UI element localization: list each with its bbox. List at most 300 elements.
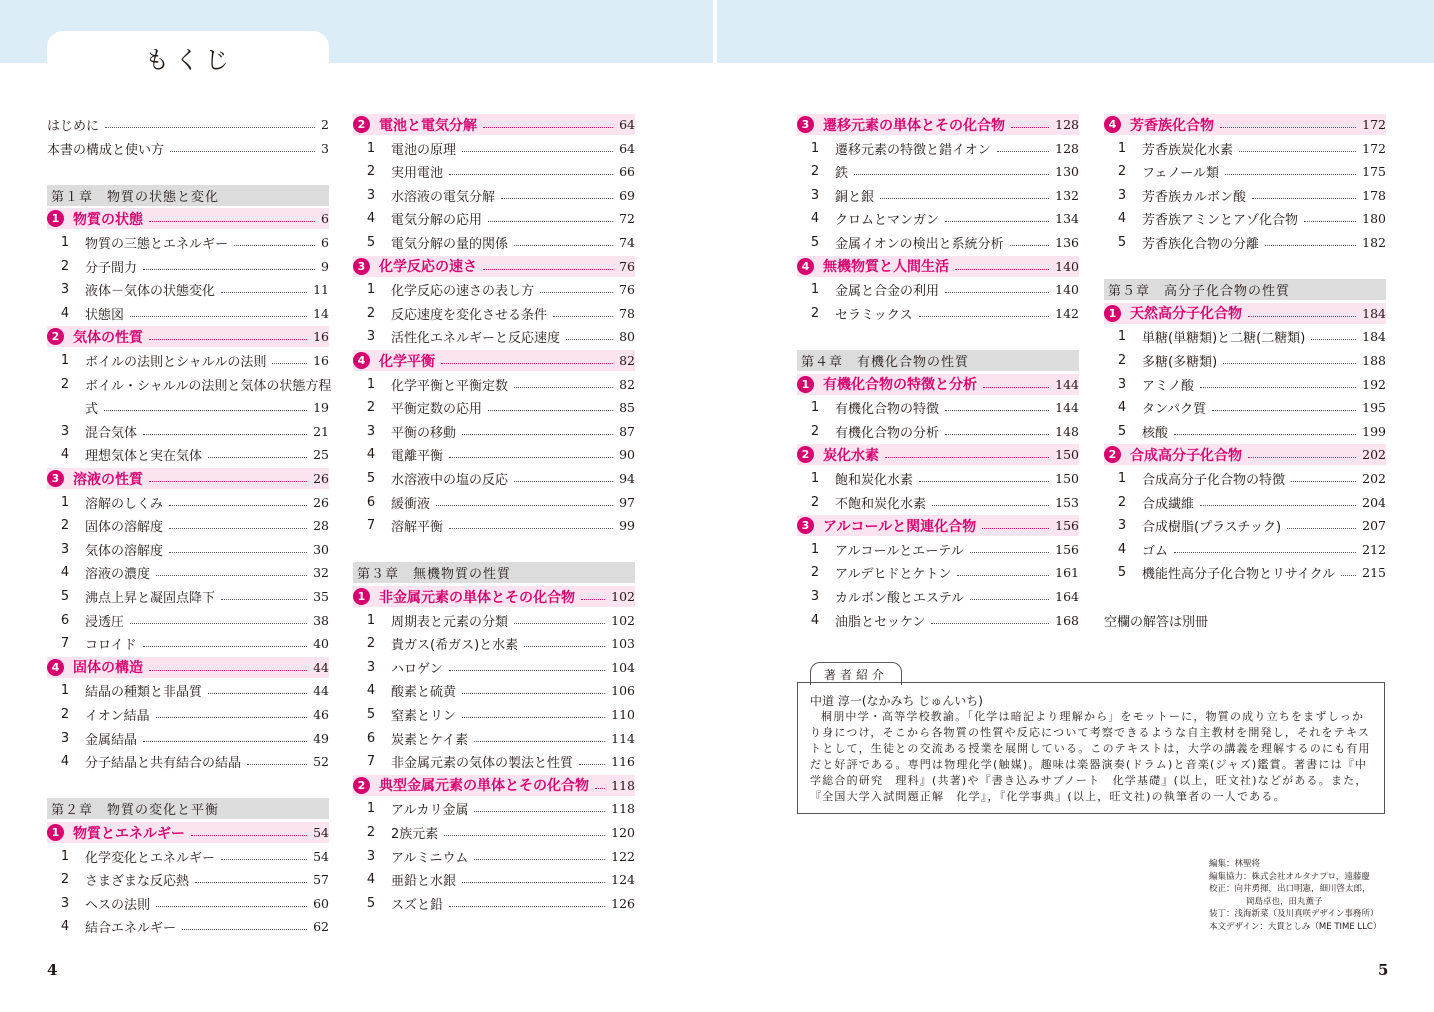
entry-number: 1 [1117,329,1127,345]
entry-number: 4 [60,447,70,463]
leader-dots [169,552,307,553]
leader-dots [501,198,613,199]
entry-number: 1 [810,140,820,156]
entry-number: 7 [60,636,70,652]
entry-title: 平衡の移動 [391,425,457,441]
entry-title: 不飽和炭化水素 [835,496,927,512]
entry-number: 4 [60,305,70,321]
entry-title: 化学反応の速さの表し方 [391,284,535,300]
leader-dots [474,859,605,860]
entry-title: ボイルの法則とシャルルの法則 [85,355,267,370]
page-ref: 44 [313,683,329,699]
toc-section [47,208,329,229]
toc-section [797,114,1079,135]
entry-number: 5 [810,235,820,250]
chapter-title: 第１章 物質の状態と変化 [51,189,220,205]
toc-entry [1104,185,1386,206]
entry-number: 3 [60,541,70,557]
entry-number: 1 [366,376,376,392]
page-ref: 161 [1055,565,1079,581]
leader-dots [997,151,1050,152]
toc-entry [797,185,1079,206]
leader-dots [449,457,613,458]
leader-dots [441,363,613,364]
page-ref: 103 [611,636,635,652]
page-ref: 72 [619,211,635,227]
toc-entry [1104,539,1386,560]
leader-dots [566,339,613,340]
entry-title: 実用電池 [391,166,444,182]
leader-dots [143,269,315,270]
toc-entry [353,822,635,843]
page-ref: 110 [611,707,635,722]
credit-line: 本文デザイン：大貫としみ（ME TIME LLC） [1209,921,1382,932]
entry-number: 4 [366,872,376,888]
section-title: 遷移元素の単体とその化合物 [823,117,1005,134]
leader-dots [1225,174,1356,175]
section-number-badge: 4 [47,659,64,676]
leader-dots [462,882,605,883]
entry-number: 2 [366,825,376,840]
leader-dots [462,434,613,435]
leader-dots [1212,410,1356,411]
page-ref: 106 [611,683,635,699]
entry-number: 6 [366,730,376,746]
leader-dots [208,457,307,458]
entry-title: 混合気体 [85,425,138,441]
toc-entry-continued [47,397,329,418]
leader-dots [444,835,605,836]
page-ref: 215 [1362,565,1386,581]
entry-title: 浸透圧 [85,614,125,630]
leader-dots [982,528,1049,529]
toc-entry [353,303,635,324]
page-ref: 3 [321,140,329,156]
toc-entry [353,374,635,395]
entry-number: 2 [60,872,70,888]
leader-dots [149,670,307,671]
leader-dots [221,292,307,293]
entry-title: 芳香族アミンとアゾ化合物 [1142,213,1299,229]
page-ref: 202 [1362,447,1386,463]
toc-entry [353,468,635,489]
toc-entry [47,303,329,324]
toc-entry [797,468,1079,489]
page-ref: 144 [1055,400,1079,416]
page-ref: 52 [313,754,329,770]
toc-front-entry [47,138,329,159]
page-ref: 26 [313,471,329,486]
toc-entry [797,586,1079,607]
toc-section [47,468,329,489]
leader-dots [143,646,307,647]
leader-dots [957,575,1049,576]
entry-title: 非金属元素の気体の製法と性質 [391,756,574,772]
entry-number: 3 [1117,518,1127,534]
toc-entry [1104,232,1386,253]
toc-section [353,586,635,607]
leader-dots [272,363,307,364]
leader-dots [105,127,315,128]
leader-dots [221,859,307,860]
entry-number: 1 [366,282,376,298]
leader-dots [919,481,1049,482]
toc-section [47,657,329,678]
entry-number: 5 [366,895,376,911]
section-number-badge: 1 [47,210,64,227]
toc-entry [47,846,329,867]
entry-title: 油脂とセッケン [835,614,926,630]
toc-entry [47,916,329,937]
entry-title: 電気分解の応用 [391,213,483,229]
page-ref: 97 [619,494,635,510]
leader-dots [449,670,605,671]
toc-entry [797,303,1079,324]
entry-number: 7 [366,518,376,534]
leader-dots [449,906,605,907]
entry-number: 3 [366,848,376,864]
leader-dots [983,387,1049,388]
toc-entry [1104,562,1386,583]
page-ref: 195 [1362,400,1386,416]
section-title: 物質の状態 [73,211,143,228]
leader-dots [156,575,307,576]
toc-entry [47,256,329,277]
entry-number: 5 [366,471,376,486]
section-number-badge: 1 [1104,305,1121,322]
page-ref: 102 [611,589,635,604]
entry-number: 5 [1117,235,1127,250]
entry-number: 4 [810,612,820,628]
section-number-badge: 4 [353,352,370,369]
toc-entry [1104,138,1386,159]
credits-block [1209,858,1381,933]
page-ref: 207 [1362,518,1386,534]
toc-entry [1104,515,1386,536]
entry-number: 3 [60,730,70,746]
entry-number: 3 [1117,187,1127,203]
entry-title: スズと鉛 [391,897,444,913]
entry-number: 4 [366,683,376,699]
page-ref: 168 [1055,612,1079,628]
leader-dots [1265,245,1356,246]
leader-dots [854,174,1049,175]
page-ref: 156 [1055,541,1079,557]
toc-section [353,114,635,135]
leader-dots [474,811,605,812]
page-ref: 118 [611,801,635,817]
entry-number: 2 [366,164,376,180]
page-ref: 148 [1055,423,1079,439]
entry-title: アルミニウム [391,850,469,866]
entry-title: 周期表と元素の分類 [391,614,509,630]
leader-dots [514,387,613,388]
entry-number: 2 [60,707,70,722]
page-ref: 82 [619,353,635,368]
leader-dots [514,245,613,246]
entry-number: 1 [366,140,376,156]
section-title: アルコールと関連化合物 [823,518,977,535]
entry-title: さまざまな反応熱 [85,874,190,890]
page-ref: 6 [321,235,329,250]
toc-entry [47,515,329,536]
leader-dots [514,623,605,624]
page-ref: 150 [1055,471,1079,486]
section-title: 化学平衡 [379,353,435,370]
toc-entry [47,586,329,607]
toc-entry [47,492,329,513]
entry-number: 5 [1117,423,1127,439]
page-ref: 126 [611,895,635,911]
toc-section [1104,444,1386,465]
page-ref: 16 [313,329,329,345]
entry-title: 気体の溶解度 [85,543,164,559]
entry-number: 2 [60,258,70,274]
toc-entry [797,421,1079,442]
page-ref: 54 [313,825,329,840]
page-ref: 35 [313,589,329,604]
toc-entry [47,421,329,442]
entry-title: 式 [85,402,99,418]
leader-dots [182,929,307,930]
toc-entry [353,798,635,819]
toc-entry [47,680,329,701]
author-bio: 桐朋中学・高等学校教諭。「化学は暗記より理解から」をモットーに，物質の成り立ちをまずしっかり身につけ，そこから各物質の性質や反応について考察できるような自主教材を開発し，それをテキストとして，生徒との交流ある授業を展開している。このテキストは，大学の講義を理解するのにも有用だと好評である。専門は物理化学(触媒)。趣味は楽器演奏(ドラム)と音楽(ジャズ)鑑賞。著書には『中学総合的研究 理科』(共著)や『書き込みサブノート 化学基礎』(以上，旺文社)などがある。また，『全国大学入試問題正解 化学』，『化学事典』(以上，旺文社)の執筆者の一人である。 [810,710,1371,803]
author-name: 中道 淳一(なかみち じゅんいち) [810,694,983,708]
header-band-right [717,0,1434,63]
toc-entry [47,374,332,395]
page-ref: 40 [313,636,329,652]
entry-title: 物質の三態とエネルギー [85,237,229,252]
page-ref: 184 [1362,329,1386,345]
leader-dots [483,127,613,128]
entry-title: 芳香族炭化水素 [1142,142,1234,158]
page-ref: 21 [313,423,329,439]
leader-dots [488,221,613,222]
toc-entry [1104,161,1386,182]
entry-title: カルボン酸とエステル [835,591,965,606]
section-number-badge: 3 [797,517,814,534]
leader-dots [149,339,307,340]
page-ref: 60 [313,895,329,911]
section-number-badge: 3 [353,258,370,275]
entry-number: 2 [60,376,70,392]
leader-dots [1223,363,1356,364]
page-ref: 184 [1362,305,1386,321]
page-ref: 136 [1055,235,1079,250]
toc-entry [353,869,635,890]
author-profile-box [797,682,1385,814]
entry-number: 2 [1117,494,1127,510]
entry-title: 化学平衡と平衡定数 [391,378,509,394]
page-ref: 102 [611,612,635,628]
page-ref: 122 [611,848,635,864]
leader-dots [885,457,1049,458]
entry-number: 5 [1117,565,1127,581]
page-ref: 204 [1362,494,1386,510]
entry-title: 合成繊維 [1142,496,1195,512]
entry-number: 3 [366,423,376,439]
leader-dots [449,528,613,529]
page-ref: 192 [1362,376,1386,392]
section-number-badge: 2 [47,328,64,345]
entry-number: 4 [1117,211,1127,227]
entry-title: 単糖(単糖類)と二糖(二糖類) [1142,331,1306,347]
entry-number: 1 [810,541,820,557]
section-title: 溶液の性質 [73,471,143,488]
page-ref: 90 [619,447,635,463]
toc-entry [353,728,635,749]
toc-entry [797,138,1079,159]
toc-entry [353,279,635,300]
entry-title: 2族元素 [391,827,439,842]
leader-dots [1174,434,1356,435]
leader-dots [436,505,613,506]
toc-entry [47,751,329,772]
toc-entry [47,350,329,371]
entry-number: 3 [60,423,70,439]
leader-dots [191,835,307,836]
leader-dots [156,906,307,907]
page-ref: 164 [1055,589,1079,604]
leader-dots [1287,528,1356,529]
toc-entry [797,610,1079,631]
entry-number: 2 [366,400,376,416]
page-ref: 78 [619,305,635,321]
leader-dots [143,434,307,435]
leader-dots [474,741,605,742]
entry-title: 炭素とケイ素 [391,732,469,748]
page-ref: 128 [1055,140,1079,156]
leader-dots [955,269,1049,270]
toc-entry [47,610,329,631]
leader-dots [1252,198,1356,199]
page-ref: 130 [1055,164,1079,180]
toc-entry [353,232,635,253]
entry-number: 2 [810,164,820,180]
entry-number: 3 [60,282,70,298]
page-ref: 116 [611,754,635,770]
chapter-title: 第２章 物質の変化と平衡 [51,803,220,819]
entry-title: 鉄 [835,166,849,182]
entry-title: 結合エネルギー [85,921,177,937]
leader-dots [234,245,315,246]
entry-number: 1 [810,282,820,298]
leader-dots [553,316,613,317]
page-ref: 134 [1055,211,1079,227]
page-ref: 9 [321,258,329,274]
entry-number: 1 [366,612,376,628]
credit-line: 装丁：浅海新菜（及川真咲デザイン事務所） [1209,909,1379,919]
toc-entry [1104,350,1386,371]
toc-entry [797,562,1079,583]
entry-title: 芳香族カルボン酸 [1142,189,1247,205]
page-ref: 54 [313,848,329,864]
toc-entry [797,397,1079,418]
entry-title: 遷移元素の特徴と錯イオン [835,142,991,158]
page-ref: 140 [1055,282,1079,298]
toc-entry [353,515,635,536]
page-ref: 25 [313,447,329,463]
toc-entry [353,680,635,701]
page-ref: 144 [1055,376,1079,392]
leader-dots [130,316,307,317]
toc-entry [353,185,635,206]
entry-number: 2 [60,518,70,534]
entry-title: 沸点上昇と凝固点降下 [85,591,216,606]
toc-entry [47,279,329,300]
leader-dots [169,505,307,506]
toc-section [47,822,329,843]
page-ref: 153 [1055,494,1079,510]
section-title: 芳香族化合物 [1130,117,1214,134]
entry-title: 合成樹脂(プラスチック) [1142,520,1282,536]
toc-section [797,374,1079,395]
entry-title: 芳香族化合物の分離 [1142,237,1260,252]
leader-dots [1220,127,1356,128]
section-number-badge: 3 [47,470,64,487]
leader-dots [931,623,1049,624]
entry-title: 固体の溶解度 [85,520,164,536]
leader-dots [540,292,613,293]
chapter-title: 第３章 無機物質の性質 [357,567,512,583]
toc-entry [1104,326,1386,347]
toc-entry [353,208,635,229]
entry-title: はじめに [47,119,100,134]
entry-title: 溶解平衡 [391,520,444,536]
entry-number: 3 [366,329,376,345]
entry-number: 1 [810,400,820,416]
leader-dots [945,410,1049,411]
section-title: 有機化合物の特徴と分析 [823,377,977,394]
page-ref: 30 [313,541,329,557]
toc-entry [353,161,635,182]
entry-title: 金属と合金の利用 [835,284,940,300]
page-ref: 212 [1362,541,1386,557]
entry-number: 2 [366,305,376,321]
author-section-tab: 著者紹介 [810,662,902,685]
leader-dots [581,599,605,600]
toc-section [797,256,1079,277]
entry-title: 金属結晶 [85,732,138,748]
entry-title: アルコールとエーテル [835,543,964,559]
entry-title: アルデヒドとケトン [835,567,952,583]
section-title: 気体の性質 [73,329,143,346]
section-title: 炭化水素 [823,447,879,464]
entry-number: 7 [366,754,376,770]
section-number-badge: 4 [1104,116,1121,133]
page-ref: 66 [619,164,635,180]
page-ref: 82 [619,376,635,392]
leader-dots [483,269,613,270]
entry-number: 4 [366,211,376,227]
page-ref: 94 [619,471,635,486]
leader-dots [149,481,307,482]
entry-title: 本書の構成と使い方 [47,142,165,158]
entry-title: アルカリ金属 [391,803,469,819]
leader-dots [1239,151,1356,152]
entry-title: 核酸 [1142,425,1169,441]
page-ref: 49 [313,730,329,746]
entry-title: 反応速度を変化させる条件 [391,307,548,323]
entry-title: ボイル・シャルルの法則と気体の状態方程 [85,378,332,394]
section-title: 天然高分子化合物 [1130,306,1242,323]
leader-dots [143,741,307,742]
answers-note [1104,610,1386,631]
toc-front-entry [47,114,329,135]
entry-number: 3 [810,589,820,604]
entry-number: 1 [1117,140,1127,156]
